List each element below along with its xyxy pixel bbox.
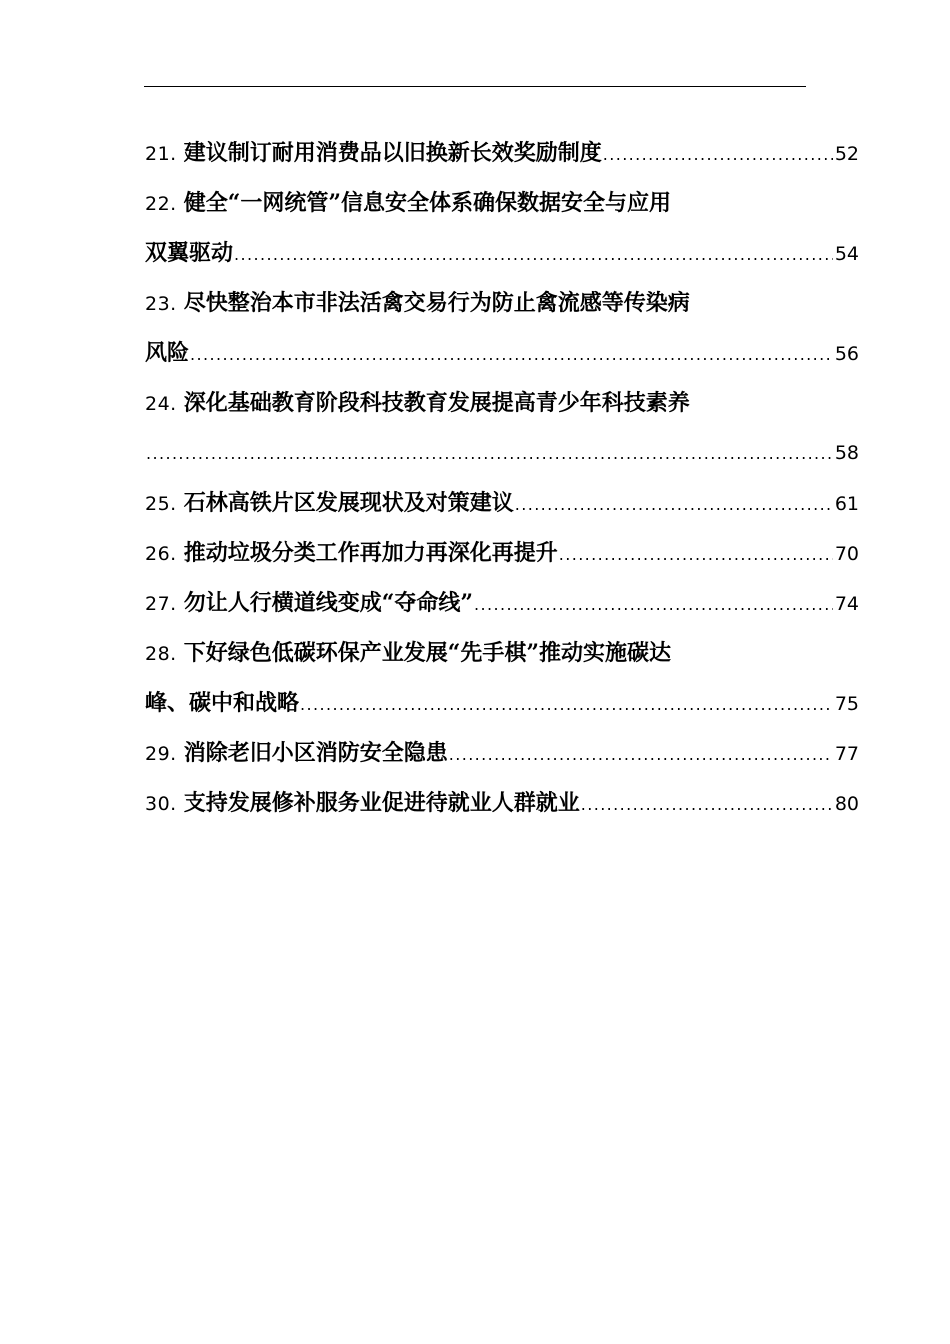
toc-page-number: 54 <box>834 243 859 265</box>
toc-page-number: 80 <box>834 793 859 815</box>
toc-page-number: 58 <box>834 442 859 464</box>
toc-entry-title: 石林高铁片区发展现状及对策建议 <box>183 490 514 516</box>
table-of-contents <box>145 128 859 828</box>
toc-leader-dots <box>603 130 833 178</box>
toc-leader-dots <box>449 730 833 778</box>
toc-entry-spacer <box>177 729 184 778</box>
toc-entry-title: 勿让人行横道线变成“夺命线” <box>183 590 474 616</box>
toc-entry-spacer <box>177 479 184 528</box>
toc-entry-leader-line <box>145 328 859 378</box>
toc-entry-title: 双翼驱动 <box>145 240 234 266</box>
toc-entry-title: 消除老旧小区消防安全隐患 <box>183 740 448 766</box>
toc-leader-dots <box>474 580 833 628</box>
toc-leader-dots <box>300 680 833 728</box>
toc-entry-title: 支持发展修补服务业促进待就业人群就业 <box>183 790 580 816</box>
toc-entry-title-line <box>145 378 807 428</box>
toc-entry-spacer <box>177 779 184 828</box>
toc-entry-title-line <box>145 628 807 678</box>
toc-entry[interactable] <box>145 528 859 578</box>
toc-entry-number: 22. <box>145 193 177 215</box>
toc-entry-number: 30. <box>145 793 177 815</box>
toc-page-number: 75 <box>834 693 859 715</box>
toc-entry-leader-line <box>145 678 859 728</box>
toc-entry-leader-line <box>145 478 859 528</box>
toc-entry-number: 23. <box>145 293 177 315</box>
toc-entry-title: 峰、碳中和战略 <box>145 690 300 716</box>
toc-entry[interactable] <box>145 378 859 478</box>
toc-entry-number: 28. <box>145 643 177 665</box>
toc-entry-title: 深化基础教育阶段科技教育发展提高青少年科技素养 <box>183 390 690 416</box>
toc-page-number: 61 <box>834 493 859 515</box>
toc-entry-leader-line <box>145 578 859 628</box>
toc-page-number: 70 <box>834 543 859 565</box>
toc-entry-number: 24. <box>145 393 177 415</box>
toc-entry[interactable] <box>145 628 859 728</box>
toc-entry[interactable] <box>145 178 859 278</box>
toc-entry[interactable] <box>145 478 859 528</box>
toc-entry-title-line <box>145 278 807 328</box>
toc-page-number: 52 <box>834 143 859 165</box>
toc-entry-spacer <box>177 529 184 578</box>
toc-entry-number: 25. <box>145 493 177 515</box>
toc-entry[interactable] <box>145 578 859 628</box>
header-rule <box>144 86 806 87</box>
toc-leader-dots <box>146 429 833 478</box>
toc-leader-dots <box>515 480 833 528</box>
toc-page-number: 56 <box>834 343 859 365</box>
toc-leader-dots <box>234 230 833 278</box>
toc-leader-dots <box>190 330 833 378</box>
toc-entry-title: 尽快整治本市非法活禽交易行为防止禽流感等传染病 <box>183 290 690 316</box>
toc-entry-title: 健全“一网统管”信息安全体系确保数据安全与应用 <box>183 190 672 216</box>
toc-entry[interactable] <box>145 278 859 378</box>
toc-entry[interactable] <box>145 778 859 828</box>
toc-entry-leader-line <box>145 728 859 778</box>
toc-entry-number: 26. <box>145 543 177 565</box>
toc-entry-title: 推动垃圾分类工作再加力再深化再提升 <box>183 540 558 566</box>
toc-page-number: 77 <box>834 743 859 765</box>
toc-entry-leader-line <box>145 128 859 178</box>
toc-entry-leader-line <box>145 778 859 828</box>
toc-entry[interactable] <box>145 728 859 778</box>
toc-entry-leader-line <box>145 528 859 578</box>
toc-leader-dots <box>581 780 833 828</box>
toc-entry-leader-line <box>145 428 859 478</box>
toc-entry-title: 下好绿色低碳环保产业发展“先手棋”推动实施碳达 <box>183 640 672 666</box>
toc-entry-title: 风险 <box>145 340 190 366</box>
toc-page-number: 74 <box>834 593 859 615</box>
toc-entry-spacer <box>177 579 184 628</box>
toc-leader-dots <box>559 530 833 578</box>
toc-entry-leader-line <box>145 228 859 278</box>
toc-entry[interactable] <box>145 128 859 178</box>
toc-entry-spacer <box>177 129 184 178</box>
toc-entry-number: 29. <box>145 743 177 765</box>
toc-entry-number: 21. <box>145 143 177 165</box>
toc-entry-number: 27. <box>145 593 177 615</box>
toc-entry-title-line <box>145 178 807 228</box>
toc-entry-title: 建议制订耐用消费品以旧换新长效奖励制度 <box>183 140 602 166</box>
